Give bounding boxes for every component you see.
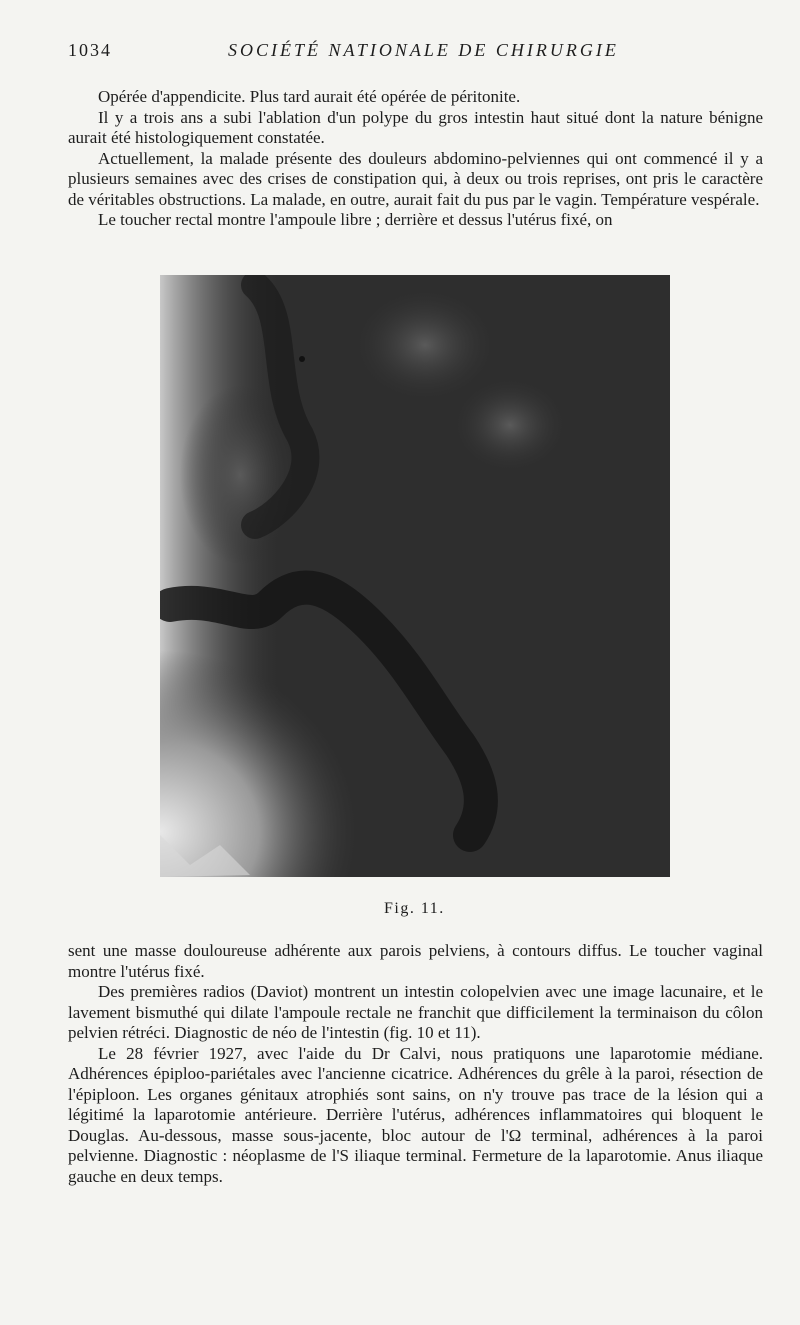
paragraph: sent une masse douloureuse adhérente aux parois pelviens, à contours diffus. Le toucher vaginal montre l'utérus fixé. bbox=[68, 941, 763, 981]
paragraph: Le toucher rectal montre l'ampoule libre ; derrière et dessus l'utérus fixé, on bbox=[98, 210, 613, 229]
paragraph: Le 28 février 1927, avec l'aide du Dr Calvi, nous pratiquons une laparotomie médiane. Adhérences épiploo-pariétales avec l'ancienne cicatrice. Adhérences du grêle à la paroi, résection de l'épiploon. Les organes génitaux atrophiés sont sains, on n'y trouve pas trace de la lésion qui a légitimé la laparotomie antérieure. Derrière l'utérus, adhérences inflammatoires qui bloquent le Douglas. Au-dessous, masse sous-jacente, bloc autour de l'Ω terminal, adhérences à la paroi pelvienne. Diagnostic : néoplasme de l'S iliaque terminal. Fermeture de la laparotomie. Anus iliaque gauche en deux temps. bbox=[68, 1043, 763, 1186]
paragraph: Opérée d'appendicite. Plus tard aurait été opérée de péritonite. bbox=[98, 87, 521, 106]
page-number: 1034 bbox=[68, 40, 112, 60]
radiograph-image bbox=[160, 275, 670, 877]
paragraph: Actuellement, la malade présente des douleurs abdomino-pelviennes qui ont commencé il y a plusieurs semaines avec des crises de constipation qui, à deux ou trois reprises, ont pris le caractère de véritables obstructions. La malade, en outre, aurait fait du pus par le vagin. Température vespérale. bbox=[68, 148, 763, 209]
radiograph-figure bbox=[160, 275, 670, 877]
body-text-bottom bbox=[68, 941, 763, 1187]
figure-caption: Fig. 11. bbox=[384, 900, 445, 917]
running-title: SOCIÉTÉ NATIONALE DE CHIRURGIE bbox=[228, 40, 619, 60]
body-text-top bbox=[68, 87, 763, 231]
paragraph: Il y a trois ans a subi l'ablation d'un polype du gros intestin haut situé dont la nature bénigne aurait été histologiquement constatée. bbox=[68, 107, 763, 147]
paragraph: Des premières radios (Daviot) montrent un intestin colopelvien avec une image lacunaire, et le lavement bismuthé qui dilate l'ampoule rectale ne franchit que difficilement la terminaison du côlon pelvien rétréci. Diagnostic de néo de l'intestin (fig. 10 et 11). bbox=[68, 982, 763, 1042]
page-header bbox=[68, 40, 768, 70]
